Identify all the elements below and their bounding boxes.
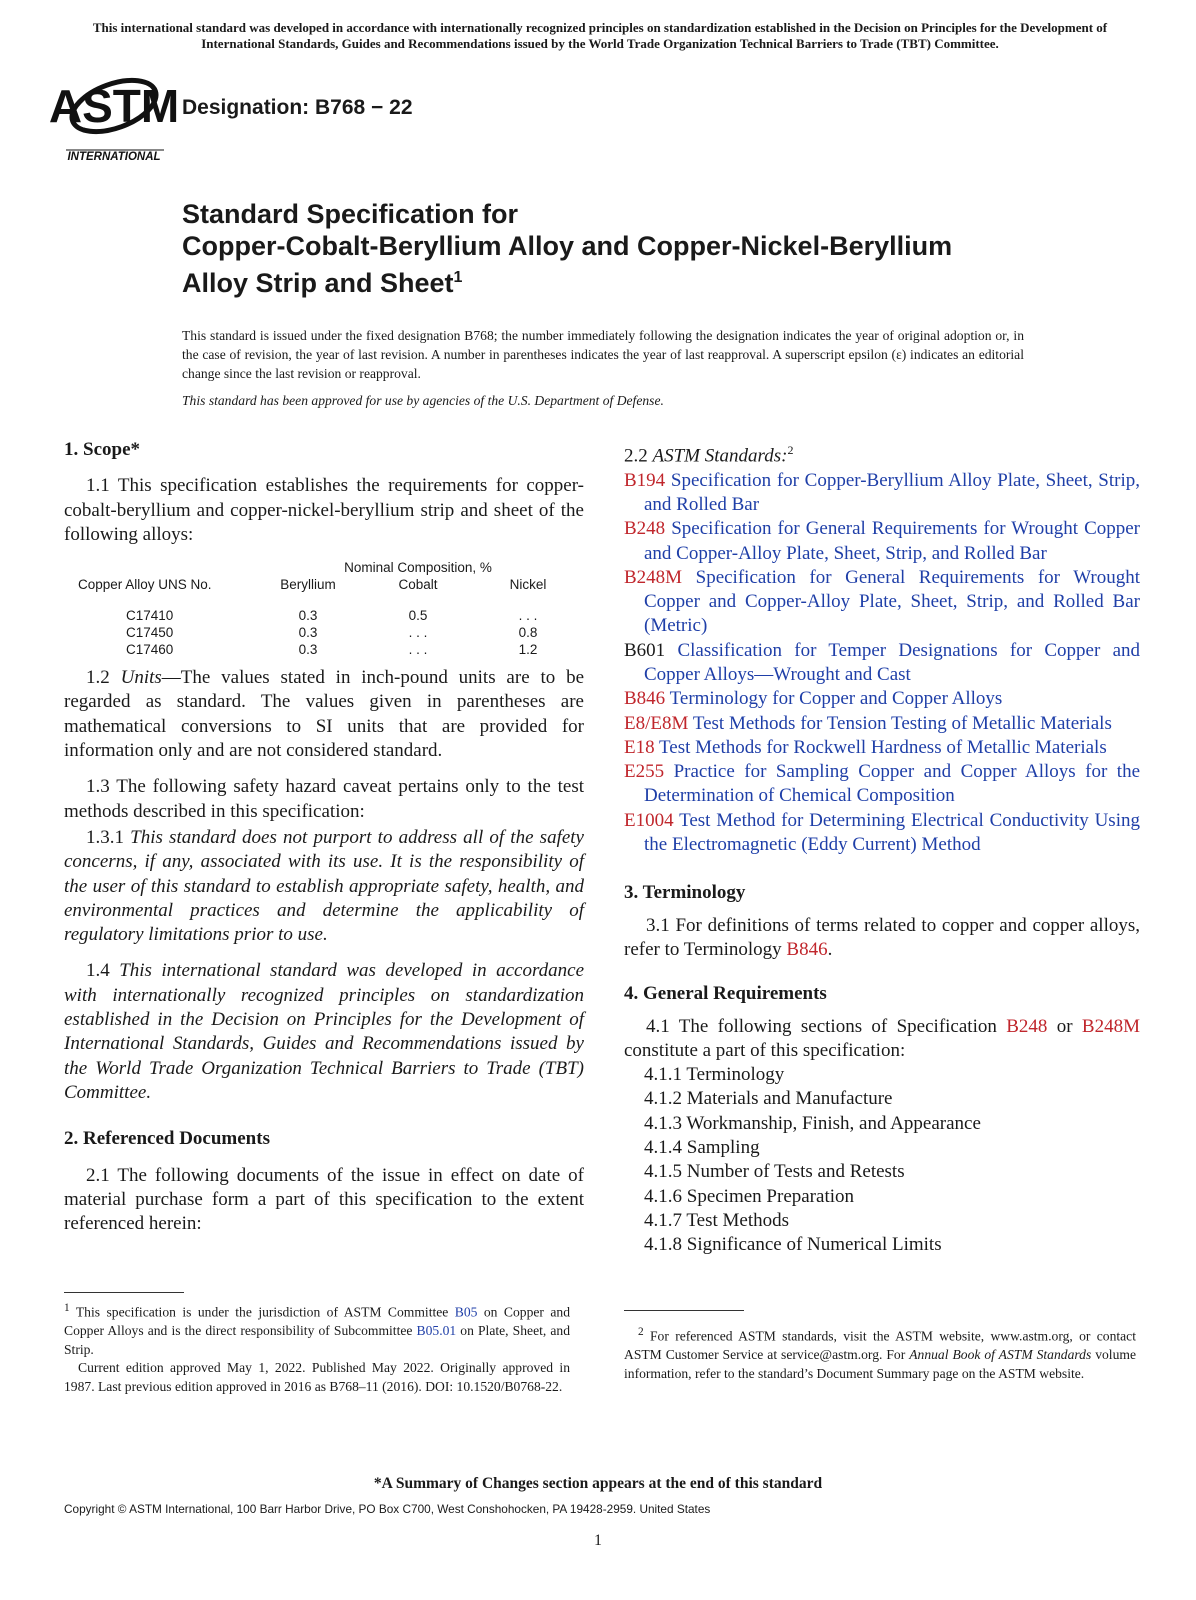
b846-link[interactable]: B846	[786, 938, 828, 960]
para-text: or	[1047, 1015, 1082, 1037]
page-number: 1	[594, 1532, 602, 1549]
document-title	[182, 198, 1082, 299]
footnote-mark: 2	[638, 1326, 644, 1338]
reference-item	[624, 687, 1140, 711]
subcommittee-link[interactable]: B05.01	[416, 1323, 457, 1339]
reference-title-link[interactable]: Test Methods for Rockwell Hardness of Metallic Materials	[659, 736, 1107, 758]
footnote-text: For referenced ASTM standards, visit the ASTM website, www.astm.org, or contact ASTM Customer Service at service@astm.org. For	[624, 1328, 1136, 1363]
para-text: 4.1 The following sections of Specification	[646, 1015, 1007, 1037]
requirement-item: 4.1.2 Materials and Manufacture	[644, 1088, 893, 1110]
reference-title-link[interactable]: Terminology for Copper and Copper Alloys	[669, 688, 1003, 710]
para-1-3: 1.3 The following safety hazard caveat pertains only to the test methods described in this specification:	[64, 776, 584, 822]
dod-note: This standard has been approved for use by agencies of the U.S. Department of Defense.	[182, 393, 664, 408]
logo-subtitle: INTERNATIONAL	[67, 151, 161, 163]
para-number: 2.2	[624, 445, 648, 467]
requirement-item: 4.1.1 Terminology	[644, 1064, 785, 1086]
para-text: This standard does not purport to address all of the safety concerns, if any, associated with its use. It is the responsibility of the user of this standard to establish appropriate safety, health, and environmental practices and determine the applicability of regulatory limitations prior to use.	[64, 826, 584, 946]
footnote-mark: 1	[64, 1302, 70, 1314]
reference-title-link[interactable]: Specification for General Requirements for Wrought Copper and Copper-Alloy Plate, Sheet, Strip, and Rolled Bar (Metric)	[644, 566, 1140, 637]
astm-logo	[48, 70, 180, 166]
footnote-1	[64, 1299, 570, 1359]
table-cell: 0.3	[298, 608, 318, 624]
units-term: Units	[120, 667, 162, 689]
title-footnote-mark: 1	[453, 269, 463, 286]
table-header: Copper Alloy UNS No.	[78, 577, 212, 593]
reference-code-link[interactable]: E8/E8M	[624, 712, 689, 734]
footnote-text: This specification is under the jurisdiction of ASTM Committee	[69, 1304, 455, 1320]
footnote-divider	[64, 1292, 184, 1293]
requirement-item: 4.1.3 Workmanship, Finish, and Appearance	[644, 1112, 981, 1134]
footnote-1-edition: Current edition approved May 1, 2022. Published May 2022. Originally approved in 1987. Last previous edition approved in 2016 as B768–11 (2016). DOI: 10.1520/B0768-22.	[64, 1360, 570, 1394]
table-row	[78, 624, 578, 641]
reference-item	[624, 517, 1140, 566]
reference-title-link[interactable]: Specification for General Requirements for Wrought Copper and Copper-Alloy Plate, Sheet, Strip, and Rolled Bar	[644, 518, 1141, 564]
requirement-item: 4.1.8 Significance of Numerical Limits	[644, 1234, 942, 1256]
copyright: Copyright © ASTM International, 100 Barr Harbor Drive, PO Box C700, West Conshohocken, PA 19428-2959. United States	[64, 1502, 711, 1516]
requirements-list	[624, 1063, 1140, 1257]
logo-letters: ASTM	[48, 80, 180, 132]
para-3-1	[624, 914, 1140, 963]
section-4-heading: 4. General Requirements	[624, 983, 827, 1005]
table-header: Cobalt	[398, 577, 438, 593]
table-header: Nickel	[509, 577, 547, 593]
para-text: 3.1 For definitions of terms related to copper and copper alloys, refer to Terminology	[624, 914, 1140, 960]
para-number: 1.4	[86, 960, 110, 982]
requirement-item: 4.1.4 Sampling	[644, 1137, 760, 1159]
top-notice: This international standard was developed in accordance with internationally recognized principles on standardization established in the Decision on Principles for the Development of International Standards, Guides and Recommendations issued by the World Trade Organization Technical Barriers to Trade (TBT) Committee.	[92, 20, 1108, 51]
reference-code-link[interactable]: B601	[624, 639, 666, 661]
footnote-2	[624, 1323, 1136, 1383]
reference-code-link[interactable]: E255	[624, 761, 665, 783]
reference-title-link[interactable]: Classification for Temper Designations for Copper and Copper Alloys—Wrought and Cast	[644, 639, 1141, 685]
footnote-divider	[624, 1310, 744, 1311]
intro-paragraph: This standard is issued under the fixed designation B768; the number immediately following the designation indicates the year of original adoption or, in the case of revision, the year of last revision. A number in parentheses indicates the year of last reapproval. A superscript epsilon (ε) indicates an editorial change since the last revision or reapproval.	[182, 328, 1024, 381]
reference-code-link[interactable]: B248	[624, 518, 666, 540]
alloy-composition-table	[78, 559, 578, 658]
para-1-2	[64, 666, 584, 763]
footnote-text: on Plate, Sheet, and Strip.	[64, 1323, 571, 1357]
reference-item	[624, 639, 1140, 688]
reference-item	[624, 566, 1140, 639]
table-cell: . . .	[408, 625, 428, 641]
table-cell: 0.5	[408, 608, 428, 624]
footnote-text: on Copper and Copper Alloys and is the direct responsibility of Subcommittee	[64, 1304, 571, 1339]
committee-link[interactable]: B05	[454, 1304, 478, 1320]
designation: Designation: B768 − 22	[182, 96, 413, 119]
summary-note: *A Summary of Changes section appears at the end of this standard	[373, 1475, 823, 1492]
reference-code-link[interactable]: B846	[624, 688, 666, 710]
left-column	[64, 438, 584, 1236]
table-group-header: Nominal Composition, %	[344, 560, 492, 576]
requirement-item: 4.1.7 Test Methods	[644, 1209, 790, 1231]
para-number: 1.2	[86, 667, 110, 689]
para-1-4	[64, 959, 584, 1105]
reference-title-link[interactable]: Test Method for Determining Electrical Conductivity Using the Electromagnetic (Eddy Current) Method	[644, 809, 1140, 856]
reference-item	[624, 809, 1140, 858]
table-row	[78, 641, 578, 658]
para-text: —The values stated in inch-pound units are to be regarded as standard. The values given in parentheses are mathematical conversions to SI units that are provided for information only and are not considered standard.	[64, 667, 585, 762]
reference-code-link[interactable]: E18	[624, 736, 655, 758]
requirement-item: 4.1.6 Specimen Preparation	[644, 1185, 855, 1207]
table-cell: . . .	[518, 608, 538, 624]
footnote-text: Annual Book of ASTM Standards	[909, 1347, 1092, 1363]
reference-item	[624, 469, 1140, 518]
reference-item	[624, 712, 1140, 736]
reference-code-link[interactable]: E1004	[624, 809, 674, 831]
para-text: This international standard was developed in accordance with internationally recognized principles on standardization established in the Decision on Principles for the Development of International Standards, Guides and Recommendations issued by the World Trade Organization Technical Barriers to Trade (TBT) Committee.	[64, 960, 584, 1103]
reference-item	[624, 760, 1140, 809]
footnote-text: volume information, refer to the standard’s Document Summary page on the ASTM website.	[624, 1347, 1136, 1381]
astm-standards-label: ASTM Standards:	[652, 445, 788, 467]
title-line-1: Standard Specification for	[182, 199, 519, 229]
b248m-link[interactable]: B248M	[1081, 1015, 1140, 1037]
title-line-3: Alloy Strip and Sheet	[182, 268, 454, 298]
table-cell: . . .	[408, 642, 428, 658]
para-2-1: 2.1 The following documents of the issue in effect on date of material purchase form a part of this specification to the extent referenced herein:	[64, 1164, 584, 1235]
section-1-heading: 1. Scope*	[64, 439, 140, 460]
reference-code-link[interactable]: B248M	[624, 566, 683, 588]
section-3-heading: 3. Terminology	[624, 882, 746, 904]
reference-title-link[interactable]: Test Methods for Tension Testing of Metallic Materials	[692, 712, 1112, 734]
astm-logo-mark	[48, 70, 180, 166]
reference-item	[624, 736, 1140, 760]
para-4-1	[624, 1015, 1140, 1064]
requirement-item: 4.1.5 Number of Tests and Retests	[644, 1161, 905, 1183]
para-text: constitute a part of this specification:	[624, 1039, 906, 1061]
table-row	[78, 607, 578, 624]
table-cell: 0.3	[298, 642, 318, 658]
table-cell: 0.3	[298, 625, 318, 641]
table-header: Beryllium	[280, 577, 336, 593]
title-line-2: Copper-Cobalt-Beryllium Alloy and Copper-Nickel-Beryllium	[182, 231, 953, 261]
reference-code-link[interactable]: B194	[624, 469, 666, 491]
table-cell: C17450	[126, 625, 174, 641]
table-cell: 0.8	[518, 625, 538, 641]
para-1-3-1	[64, 826, 584, 947]
b248-link[interactable]: B248	[1006, 1015, 1048, 1037]
table-cell: C17410	[126, 608, 174, 624]
section-2-heading: 2. Referenced Documents	[64, 1128, 270, 1150]
para-text: .	[827, 938, 833, 960]
table-cell: C17460	[126, 642, 174, 658]
para-number: 1.3.1	[86, 826, 124, 848]
footnote-mark: 2	[787, 443, 794, 457]
reference-title-link[interactable]: Practice for Sampling Copper and Copper Alloys for the Determination of Chemical Composition	[644, 761, 1141, 807]
footnote-1-block	[64, 1292, 570, 1396]
reference-title-link[interactable]: Specification for Copper-Beryllium Alloy Plate, Sheet, Strip, and Rolled Bar	[644, 469, 1141, 515]
table-cell: 1.2	[518, 642, 538, 658]
para-2-2	[624, 438, 1140, 469]
reference-list	[624, 469, 1140, 858]
para-1-1: 1.1 This specification establishes the requirements for copper-cobalt-beryllium and copper-nickel-beryllium strip and sheet of the following alloys:	[64, 475, 584, 545]
right-column	[624, 438, 1140, 1258]
footnote-2-block	[624, 1310, 1136, 1383]
